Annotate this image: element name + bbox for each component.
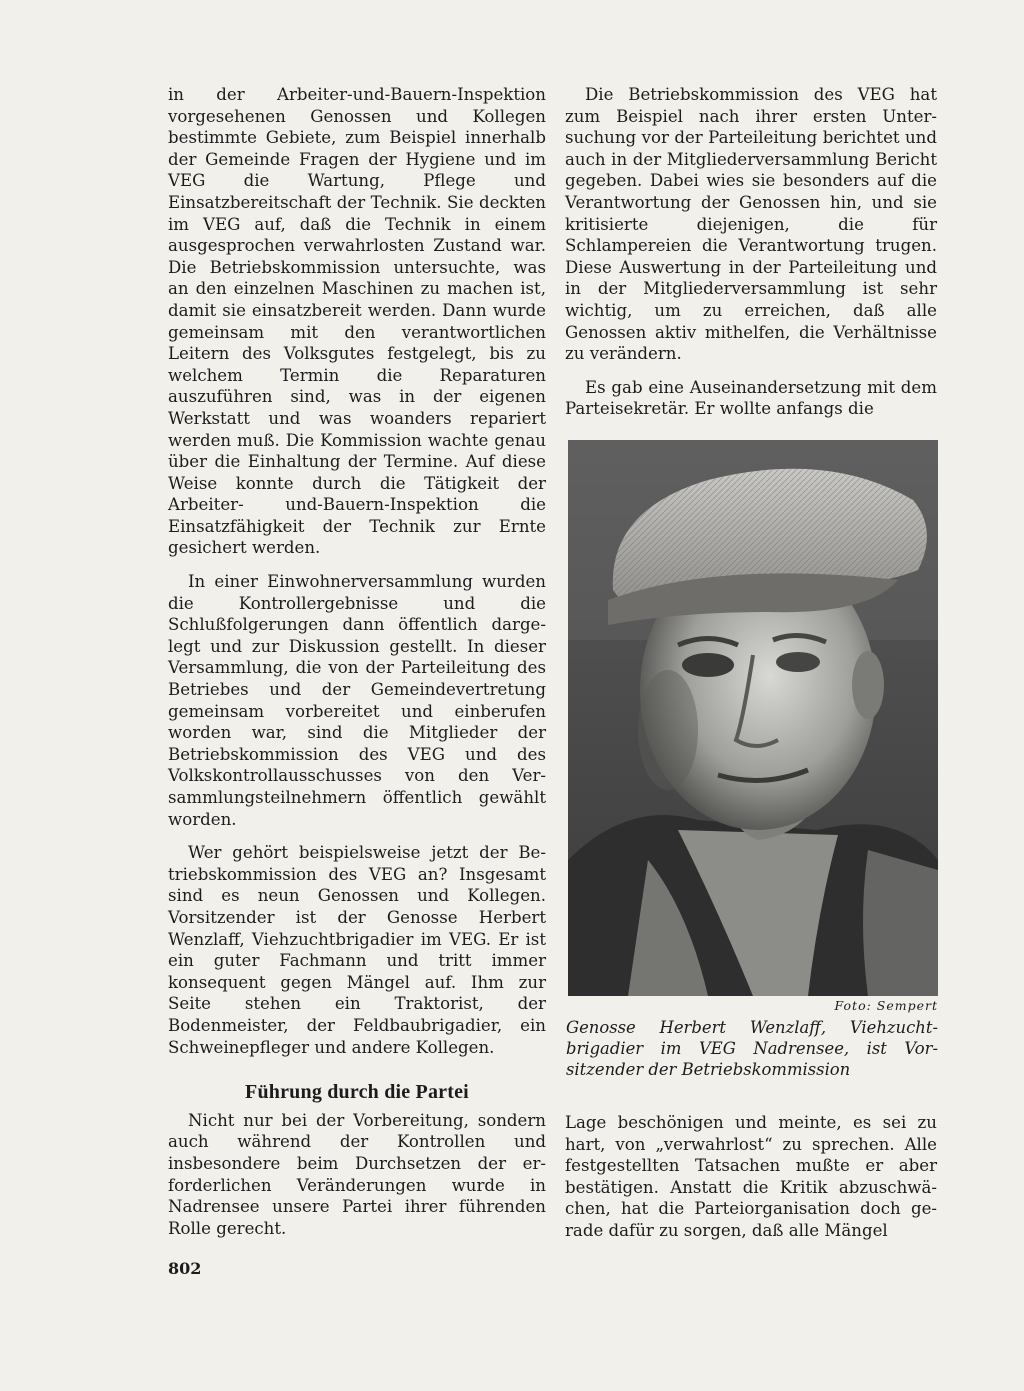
right-column-bottom [565,1112,937,1242]
portrait-photo [568,440,938,996]
portrait-illustration [568,440,938,996]
photo-caption: Genosse Herbert Wenzlaff, Viehzuchtbrigadier im VEG Nadrensee, ist Vorsitzender der Betriebskommission [566,1018,938,1079]
section-heading: Führung durch die Partei [245,1081,469,1104]
paragraph: Es gab eine Auseinandersetzung mit dem Parteisekretär. Er wollte anfangs die [565,377,937,419]
paragraph: Die Betriebskommission des VEG hat zum Beispiel nach ihrer ersten Untersuchung vor der Parteileitung berichtet und auch in der Mitgliederversammlung Bericht gegeben. Dabei wies sie besonders auf die Verantwortung der Genossen hin, und sie kritisierte diejenigen, die für Schlampereien die Verantwortung trugen. Diese Auswertung in der Parteileitung und in der Mitgliederversammlung ist sehr wichtig, um zu erreichen, daß alle Genossen aktiv mithelfen, die Verhältnisse zu verändern. [565,85,937,364]
paragraph: Nicht nur bei der Vorbereitung, sondern auch während der Kontrollen und insbesondere beim Durchsetzen der erforderlichen Veränderungen wurde in Nadrensee unsere Partei ihrer führenden Rolle gerecht. [168,1110,546,1238]
left-column [168,84,546,1239]
paragraph: in der Arbeiter-und-Bauern-Inspektion vorgesehenen Genossen und Kollegen bestimmte Gebiete, zum Beispiel innerhalb der Gemeinde Fragen der Hygiene und im VEG die Wartung, Pflege und Einsatzbereitschaft der Technik. Sie deckten im VEG auf, daß die Technik in einem ausgesprochen verwahrlosten Zustand war. Die Betriebskommission untersuchte, was an den einzelnen Maschinen zu machen ist, damit sie einsatzbereit werden. Dann wurde gemeinsam mit den verantwortlichen Leitern des Volksgutes festgelegt, bis zu welchem Termin die Reparaturen auszuführen sind, was in der eigenen Werkstatt und was woanders repariert werden muß. Die Kommission wachte genau über die Einhaltung der Termine. Auf diese Weise konnte durch die Tätigkeit der Arbeiter- und-Bauern-Inspektion die Einsatzfähigkeit der Technik zur Ernte gesichert werden. [168,85,546,558]
photo-credit: Foto: Sempert [834,998,938,1013]
paragraph: In einer Einwohnerversammlung wurden die Kontrollergebnisse und die Schlußfolgerungen dann öffentlich dargelegt und zur Diskussion gestellt. In dieser Versammlung, die von der Parteileitung des Betriebes und der Gemeindevertretung gemeinsam vorbereitet und einberufen worden war, sind die Mitglieder der Betriebskommission des VEG und des Volkskontrollausschusses von den Versammlungsteilnehmern öffentlich gewählt worden. [168,572,546,829]
right-column-top [565,84,937,420]
paragraph: Lage beschönigen und meinte, es sei zu hart, von „verwahrlost“ zu sprechen. Alle festgestellten Tatsachen mußte er aber bestätigen. Anstatt die Kritik abzuschwächen, hat die Parteiorganisation doch gerade dafür zu sorgen, daß alle Mängel [565,1113,937,1240]
page-number: 802 [168,1259,202,1278]
paragraph: Wer gehört beispielsweise jetzt der Betriebskommission des VEG an? Insgesamt sind es neun Genossen und Kollegen. Vorsitzender ist der Genosse Herbert Wenzlaff, Viehzuchtbrigadier im VEG. Er ist ein guter Fachmann und tritt immer konsequent gegen Mängel auf. Ihm zur Seite stehen ein Traktorist, der Bodenmeister, der Feldbaubrigadier, ein Schweinepfleger und andere Kollegen. [168,843,546,1057]
